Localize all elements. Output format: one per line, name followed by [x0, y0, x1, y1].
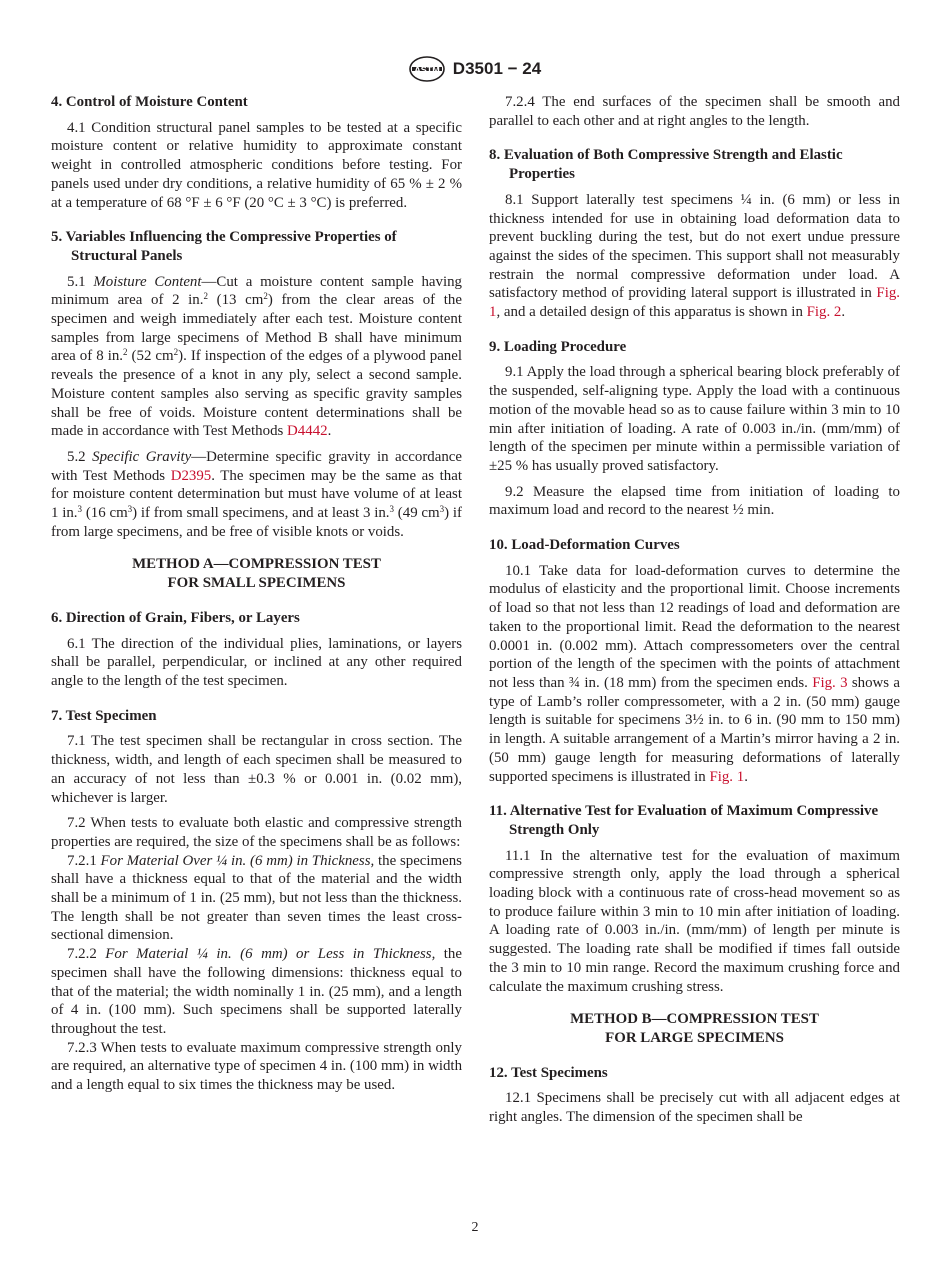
section-heading: 11. Alternative Test for Evaluation of Maximum Compressive Strength Only — [489, 803, 879, 838]
paragraph: 5.2 Specific Gravity—Determine specific gravity in accordance with Test Methods D2395. The specimen may be the same as that for moisture content determination but must have volume of at least 1 in.$^3$ (16 $cm^3$) if from small specimens, and at least 3 in.$^3$ (49 $cm^3$) if from large specimens, and be free of visible knots or voids. — [51, 448, 462, 540]
paragraph: 7.2 When tests to evaluate both elastic and compressive strength properties are required, the size of the specimens shall be as follows: — [51, 815, 462, 850]
paragraph: 9.2 Measure the elapsed time from initiation of loading to maximum load and record to the nearest ½ min. — [489, 483, 900, 519]
page-header — [0, 56, 950, 82]
paragraph: 8.1 Support laterally test specimens ¼ in. (6 mm) or less in thickness intended for use in obtaining load deformation data to prevent buckling during the test, but do not exert undue pressure against the sides of the specimen. This support shall not measurably restrain the normal compressive deformation under load. A satisfactory method of providing lateral support is illustrated in Fig. 1, and a detailed design of this apparatus is shown in Fig. 2. — [489, 191, 900, 321]
section-heading: 8. Evaluation of Both Compressive Strength and Elastic Properties — [489, 147, 843, 183]
paragraph: 5.1 Moisture Content—Cut a moisture content sample having minimum area of 2 in.$^2$ (13 $cm^2$) from the clear areas of the specimen and weigh immediately after each test. Moisture content samples from large specimens of Method B shall have minimum area of 8 in.$^2$ (52 $cm^2$). If inspection of the edges of a plywood panel reveals the presence of a knot in any ply, select a second sample. Moisture content samples also serving as specific gravity samples shall be free of voids. Moisture content determinations shall be made in accordance with Test Methods D4442. — [51, 273, 463, 440]
method-heading: METHOD B—COMPRESSION TEST — [570, 1011, 819, 1028]
paragraph: 6.1 The direction of the individual plies, laminations, or layers shall be parallel, perpendicular, or inclined at any other required angle to the length of the test specimen. — [51, 635, 462, 689]
paragraph: 4.1 Condition structural panel samples to be tested at a specific moisture content or relative humidity to approximate constant weight in controlled atmospheric conditions before testing. For panels used under dry conditions, a relative humidity of 65 % ± 2 % at a temperature of 68 °F ± 6 °F (20 °C ± 3 °C) is preferred. — [51, 119, 462, 211]
document-designation: D3501 − 24 — [452, 59, 542, 78]
figure-link[interactable]: Fig. 2 — [806, 304, 842, 321]
figure-link[interactable]: Fig. 1 — [709, 768, 745, 785]
paragraph: 11.1 In the alternative test for the evaluation of maximum compressive strength only, apply the load through a spherical loading block with a continuous rate of cross-head movement so as to produce failure within 3 min to 10 min after initiation of loading. A loading rate of 0.003 in./in. (mm/mm) of length per minute is suggested. The loading rate shall be modified if times fall outside the 3 min to 10 min range. Record the maximum crushing force and calculate the maximum crushing stress. — [489, 847, 900, 995]
reference-link[interactable]: D4442 — [287, 423, 328, 440]
method-heading: FOR LARGE SPECIMENS — [605, 1029, 784, 1046]
reference-link[interactable]: D2395 — [170, 467, 212, 484]
method-heading: FOR SMALL SPECIMENS — [167, 575, 346, 592]
section-heading: 12. Test Specimens — [489, 1064, 608, 1081]
figure-link[interactable]: Fig. 1 — [489, 285, 900, 321]
paragraph: 10.1 Take data for load-deformation curves to determine the modulus of elasticity and the proportional limit. Choose increments of load so that not less than 12 readings of load and deformation are taken to the proportional limit. Read the deformation to the nearest 0.0001 in. (0.002 mm). Attach compressometers over the central portion of the length of the specimen with the points of attachment not less than ¾ in. (18 mm) from the specimen ends. Fig. 3 shows a type of Lamb’s roller compressometer, with a 2 in. (50 mm) gauge length is suitable for specimens 3½ in. to 6 in. (90 mm to 150 mm) in length. A suitable arrangement of a Martin’s mirror having a 2 in. (50 mm) gauge length for measuring deformations of laterally supported specimens is illustrated in Fig. 1. — [489, 562, 900, 785]
section-heading: 9. Loading Procedure — [489, 338, 627, 355]
svg-text:ASTM: ASTM — [414, 65, 440, 75]
paragraph: 7.2.4 The end surfaces of the specimen shall be smooth and parallel to each other and at right angles to the length. — [489, 94, 900, 129]
astm-logo-icon — [409, 56, 445, 82]
section-heading: 7. Test Specimen — [51, 707, 157, 724]
left-column — [51, 93, 462, 1095]
paragraph: 7.2.1 For Material Over ¼ in. (6 mm) in Thickness, the specimens shall have a thickness equal to that of the material and the width shall be a minimum of 1 in. (25 mm), but not less than the thickness. The length shall be not greater than seven times the least cross-sectional dimension. — [51, 852, 462, 944]
figure-link[interactable]: Fig. 3 — [812, 674, 848, 691]
section-heading: 4. Control of Moisture Content — [51, 94, 248, 110]
paragraph: 7.2.3 When tests to evaluate maximum compressive strength only are required, an alternative type of specimen 4 in. (100 mm) in width and a length equal to six times the thickness may be used. — [51, 1039, 463, 1094]
section-heading: 5. Variables Influencing the Compressive Properties of Structural Panels — [51, 229, 397, 264]
section-heading: 10. Load-Deformation Curves — [489, 537, 680, 554]
paragraph: 7.2.2 For Material ¼ in. (6 mm) or Less in Thickness, the specimen shall have the following dimensions: thickness equal to that of the material; the width nominally 1 in. (25 mm), and a length of 4 in. (100 mm). Such specimens shall be supported laterally throughout the test. — [51, 946, 462, 1037]
method-heading: METHOD A—COMPRESSION TEST — [132, 556, 381, 573]
paragraph: 9.1 Apply the load through a spherical bearing block preferably of the suspended, self-aligning type. Apply the load with a continuous motion of the movable head so as to cause failure within 3 min to 10 min after initiation of loading. A rate of 0.003 in./in. (mm/mm) of length of the specimen per minute within a permissible variation of ±25 % has usually proved satisfactory. — [489, 364, 900, 474]
page-number: 2 — [471, 1220, 479, 1235]
paragraph: 12.1 Specimens shall be precisely cut with all adjacent edges at right angles. The dimension of the specimen shall be — [489, 1090, 900, 1126]
section-heading: 6. Direction of Grain, Fibers, or Layers — [51, 609, 300, 626]
paragraph: 7.1 The test specimen shall be rectangular in cross section. The thickness, width, and length of each specimen shall be measured to an accuracy of not less than ±0.3 % or 0.001 in. (0.02 mm), whichever is larger. — [51, 733, 462, 806]
right-column — [489, 93, 900, 1127]
